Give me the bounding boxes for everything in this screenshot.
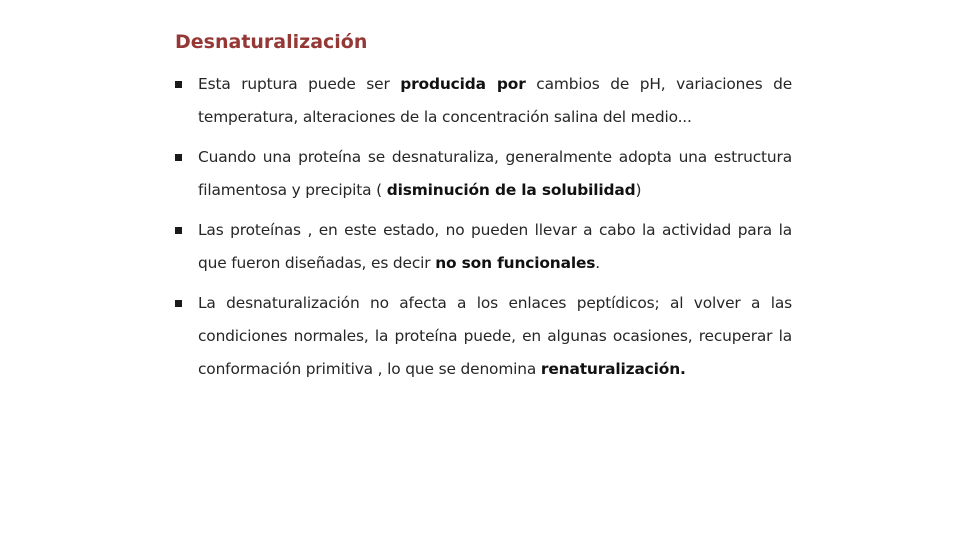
bullet-text: cambios de pH, variaciones de temperatura, alteraciones de la concentración salina del medio... [198,75,793,126]
square-bullet-icon [175,300,182,307]
bullet-item-renaturalization [174,287,792,386]
bullet-item-ph [174,68,792,134]
bullet-item-function [174,214,792,280]
bullet-bold-text: no son funcionales [435,254,596,272]
square-bullet-icon [175,81,182,88]
slide-title: Desnaturalización [175,31,368,53]
bullet-bold-text: disminución de la solubilidad [386,181,636,199]
bullet-list [174,68,792,393]
bullet-bold-text: producida por [400,75,526,93]
square-bullet-icon [175,154,182,161]
bullet-text: ) [635,181,642,199]
bullet-text: . [595,254,601,272]
bullet-bold-text: renaturalización. [540,360,686,378]
bullet-text: Las proteínas , en este estado, no pueden llevar a cabo la actividad para la que fueron diseñadas, es decir [198,221,792,272]
bullet-item-structure [174,141,792,207]
bullet-text: Esta ruptura puede ser [198,75,401,93]
bullet-text: Cuando una proteína se desnaturaliza, generalmente adopta una estructura filamentosa y precipita ( [198,148,792,199]
bullet-text: La desnaturalización no afecta a los enlaces peptídicos; al volver a las condiciones normales, la proteína puede, en algunas ocasiones, recuperar la conformación primitiva , lo que se denomina [198,294,792,378]
square-bullet-icon [175,227,182,234]
